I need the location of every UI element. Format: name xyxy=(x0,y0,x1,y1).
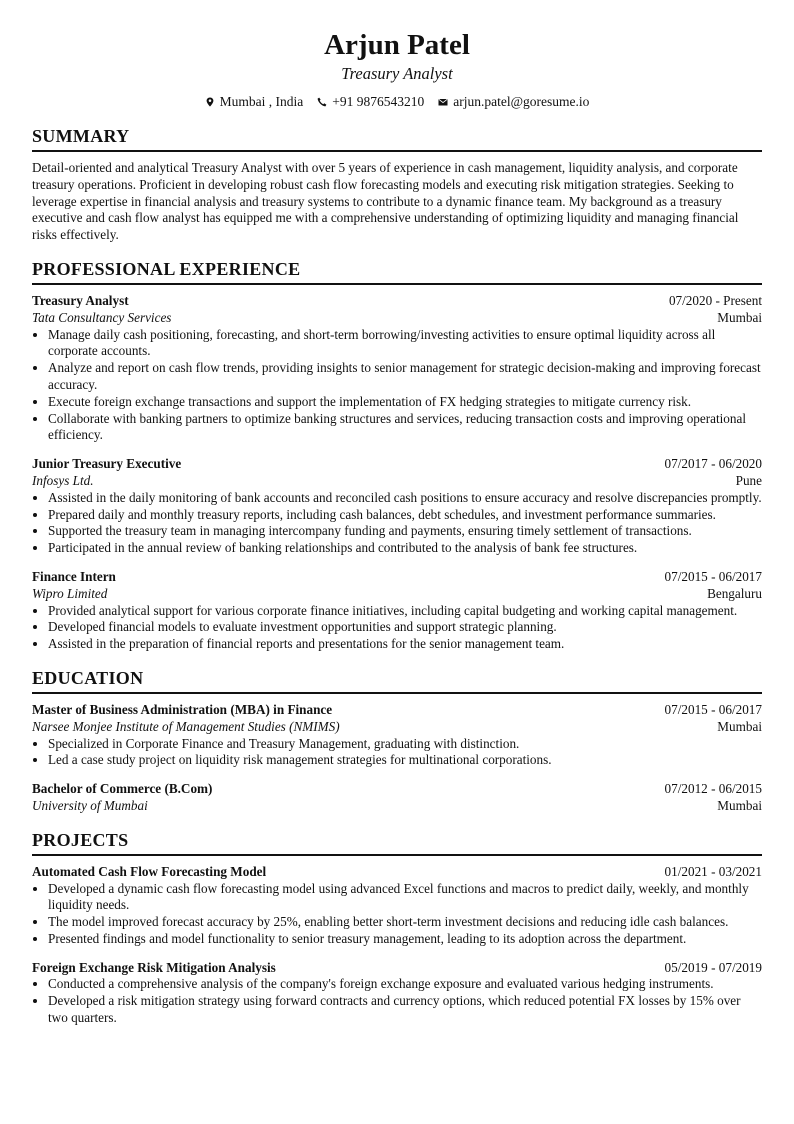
project-entry xyxy=(32,960,762,1027)
experience-entry xyxy=(32,293,762,444)
experience-entry xyxy=(32,569,762,653)
section-heading: PROJECTS xyxy=(32,829,762,856)
projects-section xyxy=(32,829,762,1027)
job-bullets xyxy=(32,490,762,557)
project-name: Foreign Exchange Risk Mitigation Analysis xyxy=(32,959,276,975)
phone-text: +91 9876543210 xyxy=(332,94,425,109)
job-company: Wipro Limited xyxy=(32,585,108,601)
school-location: Mumbai xyxy=(717,718,762,734)
map-pin-icon xyxy=(205,97,215,107)
list-item: • Participated in the annual review of banking relationships and contributed to the analysis of bank fee structures. xyxy=(48,540,762,557)
section-heading: SUMMARY xyxy=(32,125,762,152)
job-role: Treasury Analyst xyxy=(32,292,129,308)
envelope-icon xyxy=(438,97,448,107)
job-company: Tata Consultancy Services xyxy=(32,309,172,325)
email-link[interactable]: arjun.patel@goresume.io xyxy=(453,94,590,109)
section-heading: PROFESSIONAL EXPERIENCE xyxy=(32,258,762,285)
list-item: • The model improved forecast accuracy by 25%, enabling better short-term investment decisions and reducing idle cash balances. xyxy=(48,914,762,931)
education-bullets xyxy=(32,736,762,770)
job-bullets xyxy=(32,603,762,653)
list-item: • Provided analytical support for various corporate finance initiatives, including capital budgeting and working capital management. xyxy=(48,603,762,620)
summary-text: Detail-oriented and analytical Treasury Analyst with over 5 years of experience in cash management, liquidity analysis, and corporate treasury operations. Proficient in developing robust cash flow forecasting models and executing risk mitigation strategies. Seeking to leverage expertise in financial analysis and treasury systems to contribute to a dynamic finance team. My background as a treasury executive and cash flow analyst has equipped me with a comprehensive understanding of optimizing liquidity and managing financial risks effectively. xyxy=(32,160,739,243)
contact-email xyxy=(438,93,589,111)
education-dates: 07/2012 - 06/2015 xyxy=(664,781,762,797)
candidate-title: Treasury Analyst xyxy=(341,64,453,83)
job-dates: 07/2015 - 06/2017 xyxy=(664,568,762,584)
job-role: Finance Intern xyxy=(32,568,116,584)
job-bullets xyxy=(32,327,762,445)
candidate-name: Arjun Patel xyxy=(324,29,470,61)
project-bullets xyxy=(32,881,762,948)
project-dates: 05/2019 - 07/2019 xyxy=(664,959,762,975)
list-item: • Presented findings and model functionality to senior treasury management, leading to its adoption across the department. xyxy=(48,931,762,948)
list-item: • Specialized in Corporate Finance and Treasury Management, graduating with distinction. xyxy=(48,736,762,753)
degree-name: Bachelor of Commerce (B.Com) xyxy=(32,781,213,797)
experience-entry xyxy=(32,456,762,557)
project-bullets xyxy=(32,976,762,1026)
phone-icon xyxy=(317,97,327,107)
education-entry xyxy=(32,781,762,815)
list-item: • Analyze and report on cash flow trends, providing insights to senior management for strategic decision-making and improving forecast accuracy. xyxy=(48,360,762,394)
section-heading: EDUCATION xyxy=(32,667,762,694)
job-dates: 07/2020 - Present xyxy=(668,292,762,308)
project-name: Automated Cash Flow Forecasting Model xyxy=(32,863,267,879)
list-item: • Conducted a comprehensive analysis of the company's foreign exchange exposure and evaluated various hedging instruments. xyxy=(48,976,762,993)
degree-name: Master of Business Administration (MBA) in Finance xyxy=(32,701,333,717)
job-dates: 07/2017 - 06/2020 xyxy=(664,456,762,472)
project-dates: 01/2021 - 03/2021 xyxy=(664,863,762,879)
contact-phone xyxy=(317,93,424,111)
list-item: • Prepared daily and monthly treasury reports, including cash balances, debt schedules, and investment performance summaries. xyxy=(48,507,762,524)
job-location: Mumbai xyxy=(717,309,762,325)
list-item: • Assisted in the daily monitoring of bank accounts and reconciled cash positions to ensure accuracy and resolve discrepancies promptly. xyxy=(48,490,762,507)
contact-bar xyxy=(32,93,762,111)
list-item: • Execute foreign exchange transactions and support the implementation of FX hedging strategies to mitigate currency risk. xyxy=(48,394,762,411)
education-entry xyxy=(32,702,762,769)
resume-page xyxy=(32,0,762,1027)
experience-section xyxy=(32,258,762,653)
education-dates: 07/2015 - 06/2017 xyxy=(664,701,762,717)
list-item: • Collaborate with banking partners to optimize banking structures and services, reducing transaction costs and improving operational efficiency. xyxy=(48,411,762,445)
education-section xyxy=(32,667,762,815)
project-entry xyxy=(32,864,762,948)
list-item: • Manage daily cash positioning, forecasting, and short-term borrowing/investing activities to ensure optimal liquidity across all corporate accounts. xyxy=(48,327,762,361)
contact-location xyxy=(205,93,304,111)
list-item: • Developed a dynamic cash flow forecasting model using advanced Excel functions and macros to predict daily, weekly, and monthly liquidity needs. xyxy=(48,881,762,915)
list-item: • Led a case study project on liquidity risk management strategies for multinational corporations. xyxy=(48,752,762,769)
location-text: Mumbai , India xyxy=(219,94,304,109)
school-name: Narsee Monjee Institute of Management Studies (NMIMS) xyxy=(32,718,340,734)
job-location: Pune xyxy=(735,472,762,488)
school-location: Mumbai xyxy=(717,797,762,813)
list-item: • Supported the treasury team in managing intercompany funding and payments, ensuring timely settlement of transactions. xyxy=(48,523,762,540)
job-company: Infosys Ltd. xyxy=(32,472,94,488)
summary-section xyxy=(32,125,762,244)
school-name: University of Mumbai xyxy=(32,797,148,813)
list-item: • Developed financial models to evaluate investment opportunities and support strategic planning. xyxy=(48,619,762,636)
list-item: • Assisted in the preparation of financial reports and presentations for the senior management team. xyxy=(48,636,762,653)
list-item: • Developed a risk mitigation strategy using forward contracts and currency options, which reduced potential FX losses by 15% over two quarters. xyxy=(48,993,762,1027)
job-role: Junior Treasury Executive xyxy=(32,456,182,472)
job-location: Bengaluru xyxy=(707,585,762,601)
